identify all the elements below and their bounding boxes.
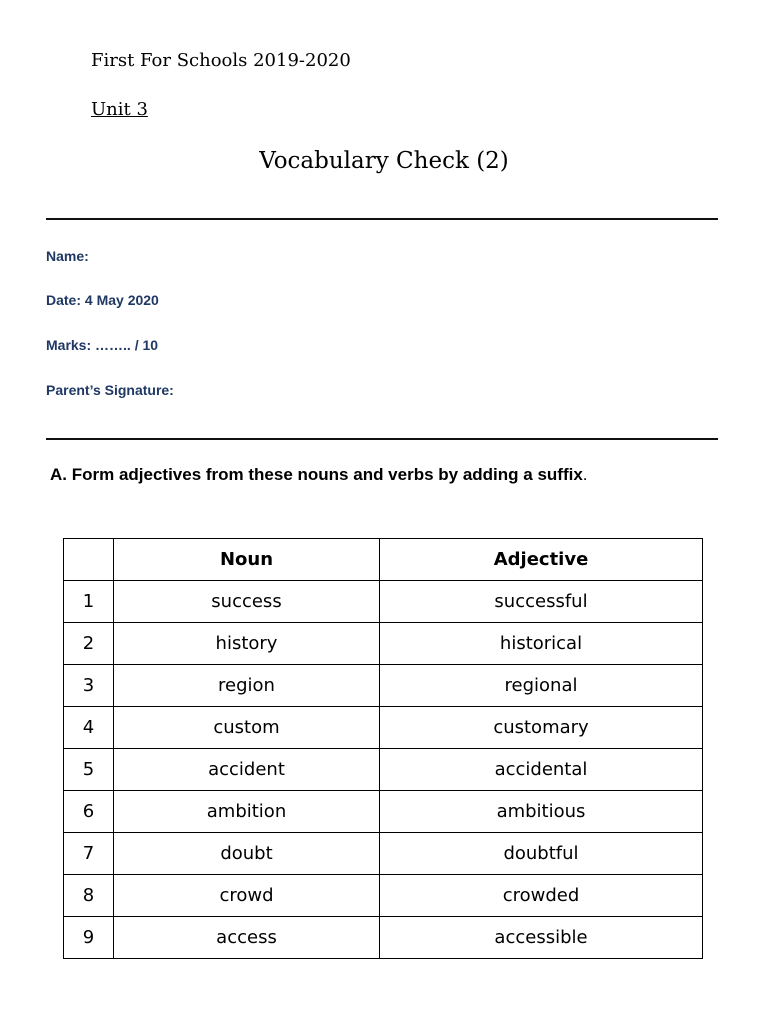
- adjective-cell: regional: [380, 665, 703, 707]
- row-number: 7: [64, 833, 114, 875]
- header-noun: Noun: [114, 539, 380, 581]
- adjective-cell: accidental: [380, 749, 703, 791]
- date-field: Date: 4 May 2020: [46, 292, 159, 308]
- row-number: 1: [64, 581, 114, 623]
- instruction-text: A. Form adjectives from these nouns and verbs by adding a suffix: [50, 465, 583, 484]
- noun-cell: success: [114, 581, 380, 623]
- table-row: [64, 665, 703, 707]
- adjective-cell: accessible: [380, 917, 703, 959]
- worksheet-title: Vocabulary Check (2): [259, 148, 509, 174]
- row-number: 6: [64, 791, 114, 833]
- instruction-period: .: [582, 465, 588, 484]
- noun-cell: doubt: [114, 833, 380, 875]
- noun-cell: access: [114, 917, 380, 959]
- noun-cell: accident: [114, 749, 380, 791]
- top-divider: [46, 218, 718, 220]
- header-number: [64, 539, 114, 581]
- noun-cell: history: [114, 623, 380, 665]
- table-row: [64, 581, 703, 623]
- noun-cell: region: [114, 665, 380, 707]
- table-row: [64, 917, 703, 959]
- bottom-divider: [46, 438, 718, 440]
- noun-cell: custom: [114, 707, 380, 749]
- name-field: Name:: [46, 248, 89, 264]
- row-number: 2: [64, 623, 114, 665]
- school-year-heading: First For Schools 2019-2020: [91, 50, 351, 71]
- vocabulary-table: [63, 538, 703, 959]
- row-number: 9: [64, 917, 114, 959]
- row-number: 5: [64, 749, 114, 791]
- table-row: [64, 875, 703, 917]
- adjective-cell: successful: [380, 581, 703, 623]
- adjective-cell: customary: [380, 707, 703, 749]
- marks-field: Marks: …….. / 10: [46, 337, 159, 353]
- table-row: [64, 833, 703, 875]
- adjective-cell: historical: [380, 623, 703, 665]
- noun-cell: ambition: [114, 791, 380, 833]
- row-number: 8: [64, 875, 114, 917]
- noun-cell: crowd: [114, 875, 380, 917]
- parent-signature-field: Parent’s Signature:: [46, 382, 174, 398]
- table-row: [64, 623, 703, 665]
- table-row: [64, 707, 703, 749]
- adjective-cell: crowded: [380, 875, 703, 917]
- header-adjective: Adjective: [380, 539, 703, 581]
- adjective-cell: ambitious: [380, 791, 703, 833]
- unit-heading: Unit 3: [91, 99, 148, 120]
- adjective-cell: doubtful: [380, 833, 703, 875]
- table-header-row: [64, 539, 703, 581]
- instruction: [50, 465, 588, 485]
- table-row: [64, 749, 703, 791]
- table-row: [64, 791, 703, 833]
- row-number: 4: [64, 707, 114, 749]
- row-number: 3: [64, 665, 114, 707]
